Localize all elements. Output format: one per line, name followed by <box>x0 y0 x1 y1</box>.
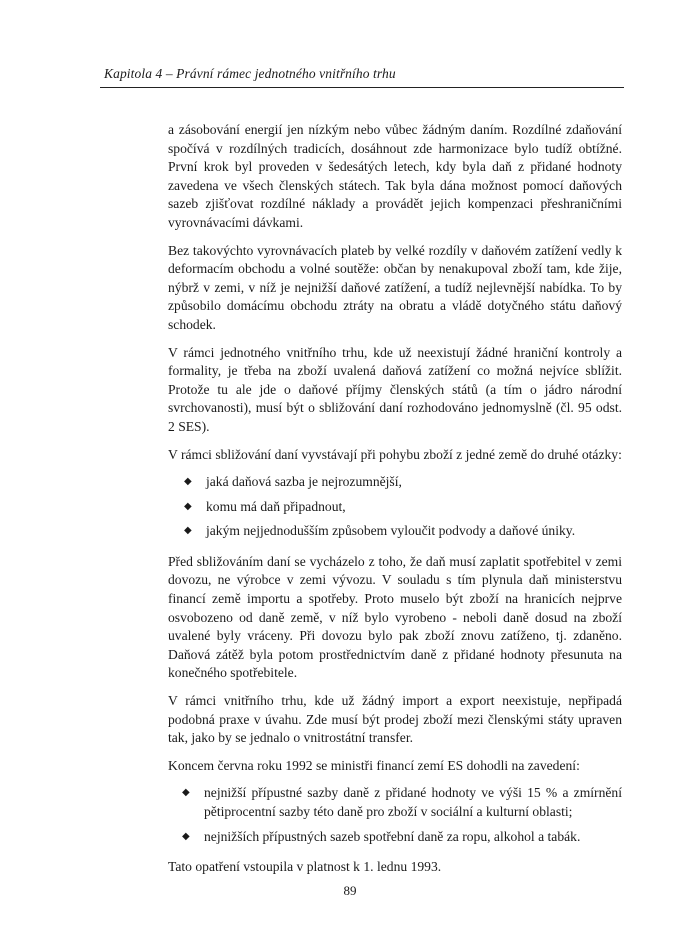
paragraph-2: Bez takovýchto vyrovnávacích plateb by velké rozdíly v daňovém zatížení vedly k deformacím obchodu a volné soutěže: občan by nenakupoval zboží tam, kde žije, nýbrž v zemi, v níž je nejnižší daňové zatížení, a tudíž nejlevnější nabídka. To by způsobilo domácímu obchodu ztráty na obratu a vládě dotyčného státu daňový schodek. <box>168 242 622 332</box>
list-item-text: nejnižších přípustných sazeb spotřební daně za ropu, alkohol a tabák. <box>204 828 581 844</box>
list-item-text: komu má daň připadnout, <box>206 498 346 514</box>
paragraph-5: Před sbližováním daní se vycházelo z toho, že daň musí zaplatit spotřebitel v zemi dovozu, ne výrobce v zemi vývozu. V souladu s tím plynula daň ministerstvu financí země importu a spotřeby. Proto muselo být zboží na hranicích nejprve osvobozeno od daně země, v níž bylo vyrobeno - neboli daně dosud na zboží uvalené byly vráceny. Při dovozu bylo pak zboží znovu zatíženo, tj. zdaněno. Daňová zátěž byla potom prostřednictvím daně z přidané hodnoty přesunuta na konečného spotřebitele. <box>168 553 622 681</box>
page-number: 89 <box>343 883 357 898</box>
paragraph-4: V rámci sbližování daní vyvstávají při pohybu zboží z jedné země do druhé otázky: <box>168 446 622 462</box>
paragraph-7: Koncem června roku 1992 se ministři financí zemí ES dohodli na zavedení: <box>168 757 580 773</box>
list-item-text: jakým nejjednodušším způsobem vyloučit podvody a daňové úniky. <box>206 523 576 539</box>
list-item <box>168 784 622 821</box>
diamond-bullet-icon: ◆ <box>184 500 192 512</box>
list-item <box>168 828 622 847</box>
diamond-bullet-icon: ◆ <box>182 787 190 799</box>
list-item-text: jaká daňová sazba je nejrozumnější, <box>206 474 402 490</box>
running-header: Kapitola 4 – Právní rámec jednotného vnitřního trhu <box>104 66 396 81</box>
question-list <box>168 473 622 541</box>
diamond-bullet-icon: ◆ <box>184 476 192 488</box>
diamond-bullet-icon: ◆ <box>184 525 192 537</box>
paragraph-8: Tato opatření vstoupila v platnost k 1. lednu 1993. <box>168 859 442 875</box>
body-text <box>168 121 622 886</box>
list-item <box>168 522 622 541</box>
agreement-list <box>168 784 622 846</box>
paragraph-6: V rámci vnitřního trhu, kde už žádný import a export neexistuje, nepřipadá podobná praxe v úvahu. Zde musí být prodej zboží mezi členskými státy upraven tak, jako by se jednalo o vnitrostátní transfer. <box>168 693 622 746</box>
header-rule <box>100 87 624 88</box>
list-item <box>168 498 622 517</box>
paragraph-3: V rámci jednotného vnitřního trhu, kde už neexistují žádné hraniční kontroly a formality, je třeba na zboží uvalená daňová zatížení co možná nejvíce sblížit. Protože tu ale jde o daňové příjmy členských států (a tím o jádro národní svrchovanosti), musí být o sbližování daní rozhodováno jednomyslně (čl. 95 odst. 2 SES). <box>168 344 622 434</box>
list-item-text: nejnižší přípustné sazby daně z přidané hodnoty ve výši 15 % a zmírnění pětiprocentní sazby této daně pro zboží v sociální a kulturní oblasti; <box>204 785 622 819</box>
diamond-bullet-icon: ◆ <box>182 830 190 842</box>
list-item <box>168 473 622 492</box>
paragraph-1: a zásobování energií jen nízkým nebo vůbec žádným daním. Rozdílné zdaňování spočívá v rozdílných tradicích, dosáhnout zde harmonizace bylo tudíž obtížné. První krok byl proveden v šedesátých letech, kdy byla daň z přidané hodnoty zavedena ve všech členských státech. Tak byla dána možnost pomocí daňových sazeb zjišťovat rozdílné náklady a provádět jejich kompenzaci přeshraničními vyrovnávacími dávkami. <box>168 122 622 230</box>
